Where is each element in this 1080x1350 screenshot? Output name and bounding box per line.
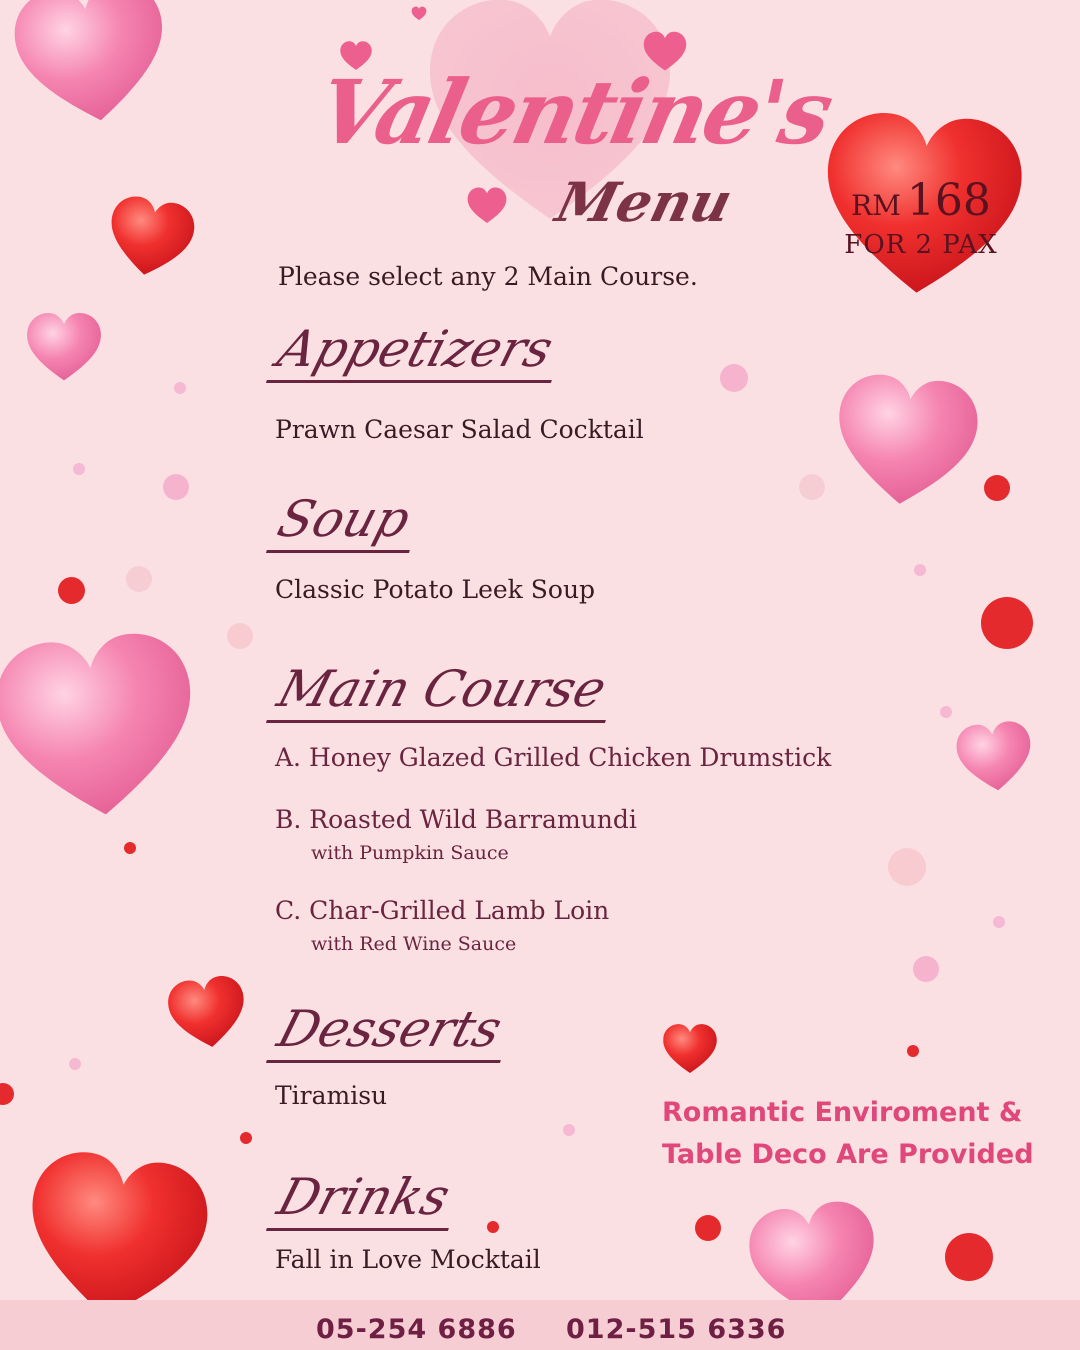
decorative-dot — [126, 566, 152, 592]
decorative-dot — [163, 474, 189, 500]
red-heart-icon — [660, 1022, 720, 1080]
price-currency: RM — [851, 189, 901, 222]
page-title: Valentine's — [308, 60, 840, 164]
promo-note — [662, 1092, 1034, 1176]
pink-heart-icon — [821, 364, 991, 529]
red-heart-icon — [97, 189, 203, 294]
section-heading-appetizers: Appetizers — [266, 320, 569, 383]
decorative-dot — [487, 1221, 499, 1233]
section-heading-drinks: Drinks — [266, 1168, 466, 1231]
pink-heart-icon — [22, 310, 106, 390]
decorative-dot — [73, 463, 85, 475]
decorative-dot — [799, 474, 825, 500]
decorative-dot — [227, 623, 253, 649]
menu-item-note: with Pumpkin Sauce — [311, 842, 509, 864]
decorative-dot — [69, 1058, 81, 1070]
menu-item: A. Honey Glazed Grilled Chicken Drumstick — [275, 743, 832, 772]
decorative-dot — [981, 597, 1033, 649]
decorative-dot — [0, 1083, 14, 1105]
section-heading-desserts: Desserts — [266, 1000, 518, 1063]
decorative-dot — [124, 842, 136, 854]
menu-item: Prawn Caesar Salad Cocktail — [275, 415, 644, 444]
promo-note-line: Romantic Enviroment & — [662, 1097, 1023, 1128]
price-pax: FOR 2 PAX — [844, 230, 998, 260]
promo-note-line: Table Deco Are Provided — [662, 1139, 1034, 1170]
decorative-dot — [940, 706, 952, 718]
red-heart-icon — [161, 970, 256, 1063]
decorative-dot — [993, 916, 1005, 928]
price-amount-line — [836, 176, 1006, 231]
decorative-dot — [907, 1045, 919, 1057]
decorative-dot — [720, 364, 748, 392]
decorative-dot — [888, 848, 926, 886]
intro-text: Please select any 2 Main Course. — [278, 262, 698, 291]
section-heading-soup: Soup — [266, 490, 427, 553]
decorative-dot — [913, 956, 939, 982]
phone-number[interactable]: 012-515 6336 — [566, 1314, 787, 1345]
menu-item: Tiramisu — [275, 1081, 388, 1110]
decorative-dot — [563, 1124, 575, 1136]
page-subtitle: Menu — [550, 170, 739, 234]
pink-heart-icon — [0, 619, 215, 850]
decorative-dot — [174, 382, 186, 394]
price-tag — [836, 176, 1006, 259]
menu-item-note: with Red Wine Sauce — [311, 933, 517, 955]
decorative-dot — [984, 475, 1010, 501]
menu-item: Fall in Love Mocktail — [275, 1245, 541, 1274]
decorative-dot — [914, 564, 926, 576]
phone-number[interactable]: 05-254 6886 — [316, 1314, 517, 1345]
price-amount: 168 — [906, 175, 991, 226]
footer-bar — [0, 1300, 1080, 1350]
menu-item: Classic Potato Leek Soup — [275, 575, 596, 604]
title-block — [300, 20, 840, 250]
section-heading-main-course: Main Course — [266, 660, 623, 723]
decorative-dot — [945, 1233, 993, 1281]
pink-heart-icon — [951, 716, 1039, 804]
menu-item: C. Char-Grilled Lamb Loin — [275, 896, 610, 925]
decorative-dot — [240, 1132, 252, 1144]
pink-heart-icon — [0, 0, 185, 151]
menu-item: B. Roasted Wild Barramundi — [275, 805, 637, 834]
decorative-dot — [58, 577, 85, 604]
decorative-dot — [695, 1215, 721, 1241]
